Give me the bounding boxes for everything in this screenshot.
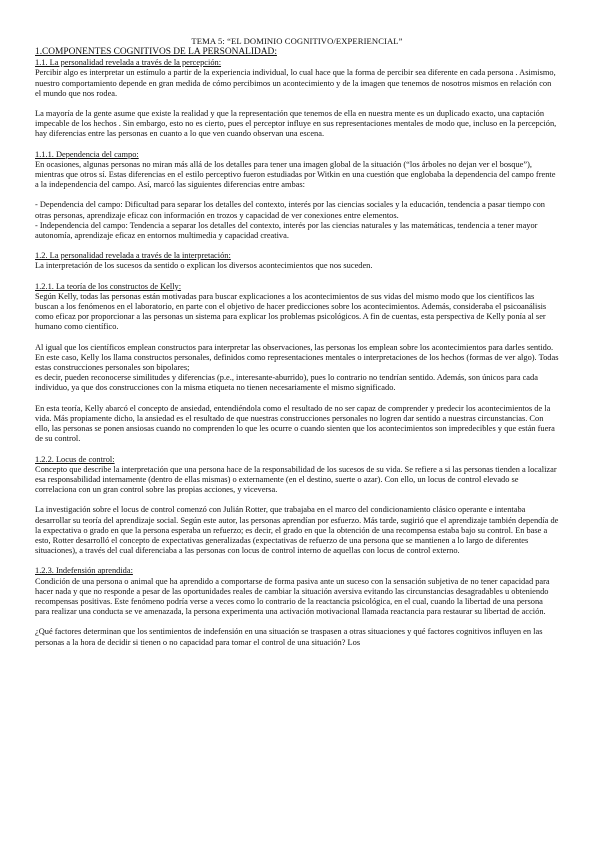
subsection-heading: 1.2.3. Indefensión aprendida:: [35, 566, 133, 576]
paragraph: Según Kelly, todas las personas están motivadas para buscar explicaciones a los acontecimientos de sus vidas del mismo modo que los científicos las buscan a los fenómenos en el laboratorio, en parte con el objetivo de hacer predicciones sobre los acontecimientos. Además, consideraba el psicoanálisis como eficaz por proporcionar a las personas un sistema para explicar los problemas psicológicos. A fin de cuentas, esta perspectiva de Kelly ponía al ser humano como científico.: [35, 291, 547, 332]
document-title: TEMA 5: “EL DOMINIO COGNITIVO/EXPERIENCIAL”: [191, 36, 403, 46]
paragraph: Percibir algo es interpretar un estímulo a partir de la experiencia individual, lo cual hace que la forma de percibir sea diferente en cada persona . Asimismo, nuestro comportamiento depende en gran medida de cómo percibimos un acontecimiento y de la imagen que tenemos de nosotros mismos en relación con el mundo que nos rodea.: [35, 68, 556, 98]
paragraph: Al igual que los científicos emplean constructos para interpretar las observaciones, las personas los emplean sobre los acontecimientos para darles sentido. En este caso, Kelly los llama constructos personales, definidos como representaciones mentales o interpretaciones de los hechos (formas de ver algo). Todas estas construcciones personales son bipolares;: [35, 342, 559, 373]
subsection-heading: 1.2.2. Locus de control:: [35, 454, 115, 464]
subsection-heading: 1.2.1. La teoría de los constructos de Kelly:: [35, 281, 182, 291]
paragraph: La mayoría de la gente asume que existe la realidad y que la representación que tenemos de ella en nuestra mente es un duplicado exacto, una captación impecable de los hechos . Sin embargo, esto no es cierto, pues el perceptor influye en sus representaciones mentales de modo que, incluso en la percepción, hay diferencias entre las personas en cuanto a lo que ven cuando observan una escena.: [35, 109, 557, 139]
paragraph: Condición de una persona o animal que ha aprendido a comportarse de forma pasiva ante un suceso con la sensación subjetiva de no tener capacidad para hacer nada y que no responde a pesar de las oportunidades reales de cambiar la situación aversiva evitando las circunstancias desagradables u obteniendo recompensas positivas. Este fenómeno podría verse a veces como lo contrario de la reactancia psicológica, en el cual, cuando la libertad de una persona para realizar una conducta se ve amenazada, la persona experimenta una activación motivacional llamada reactancia para restaurar su libertad de acción.: [35, 576, 550, 617]
paragraph: ¿Qué factores determinan que los sentimientos de indefensión en una situación se traspasen a otras situaciones y qué factores cognitivos influyen en las personas a la hora de decidir si tienen o no capacidad para tomar el control de una situación? Los: [35, 627, 543, 647]
subsection-heading: 1.1. La personalidad revelada a través de la percepción:: [35, 58, 222, 68]
paragraph: Concepto que describe la interpretación que una persona hace de la responsabilidad de los sucesos de su vida. Se refiere a si las personas tienden a localizar esa responsabilidad internamente (dentro de ellas mismas) o externamente (en el destino, suerte o azar). Con ello, un locus de control elevado se correlaciona con un gran control sobre las propias acciones, y viceversa.: [35, 464, 557, 495]
paragraph: En ocasiones, algunas personas no miran más allá de los detalles para tener una imagen global de la situación (“los árboles no dejan ver el bosque”), mientras que otros sí. Estas diferencias en el estilo perceptivo fueron estudiadas por Witkin en una cuestión que englobaba la dependencia del campo frente a la independencia del campo. Así, marcó las siguientes diferencias entre ambas:: [35, 159, 556, 190]
paragraph: En esta teoría, Kelly abarcó el concepto de ansiedad, entendiéndola como el resultado de no ser capaz de comprender y predecir los acontecimientos de la vida. Más propiamente dicho, la ansiedad es el resultado de que nuestras construcciones personales no logren dar sentido a nuestras circunstancias. Con ello, las personas se ponen ansiosas cuando no comprenden lo que les ocurre o cuando sienten que los acontecimientos son impredecibles y que están fuera de su control.: [35, 403, 555, 444]
subsection-heading: 1.1.1. Dependencia del campo:: [35, 149, 139, 159]
paragraph: La investigación sobre el locus de control comenzó con Julián Rotter, que trabajaba en el marco del condicionamiento clásico operante e intentaba desarrollar su teoría del aprendizaje social. Según este autor, las personas aprendían por esfuerzo. Más tarde, sugirió que el aprendizaje también dependía de la expectativa o grado en que la persona esperaba un refuerzo; es decir, el grado en que la obtención de una recompensa estaba bajo su control. En base a esto, Rotter desarrolló el concepto de expectativas generalizadas (expectativas de refuerzo de una persona que se mantienen a lo largo de diferentes situaciones), a través del cual diferenciaba a las personas con locus de control interno de aquellas con locus de control externo.: [35, 505, 559, 556]
section-heading: 1.COMPONENTES COGNITIVOS DE LA PERSONALIDAD:: [35, 47, 277, 58]
paragraph: - Independencia del campo: Tendencia a separar los detalles del contexto, interés por las ciencias naturales y las matemáticas, tendencia a tener mayor autonomía, aprendizaje eficaz en entornos multimedia y capacidad creativa.: [35, 220, 538, 241]
paragraph: - Dependencia del campo: Dificultad para separar los detalles del contexto, interés por las ciencias sociales y la educación, tendencia a pasar tiempo con otras personas, aprendizaje eficaz con información en trozos y capacidad de ver conexiones entre elementos.: [35, 200, 545, 220]
subsection-heading: 1.2. La personalidad revelada a través de la interpretación:: [35, 251, 231, 261]
paragraph: La interpretación de los sucesos da sentido o explican los diversos acontecimientos que nos suceden.: [35, 261, 373, 271]
paragraph: es decir, pueden reconocerse similitudes y diferencias (p.e., interesante-aburrido), pues lo contrario no tendrían sentido. Además, son únicos para cada individuo, ya que dos construcciones con la misma etiqueta no tienen necesariamente el mismo significado.: [35, 373, 538, 393]
